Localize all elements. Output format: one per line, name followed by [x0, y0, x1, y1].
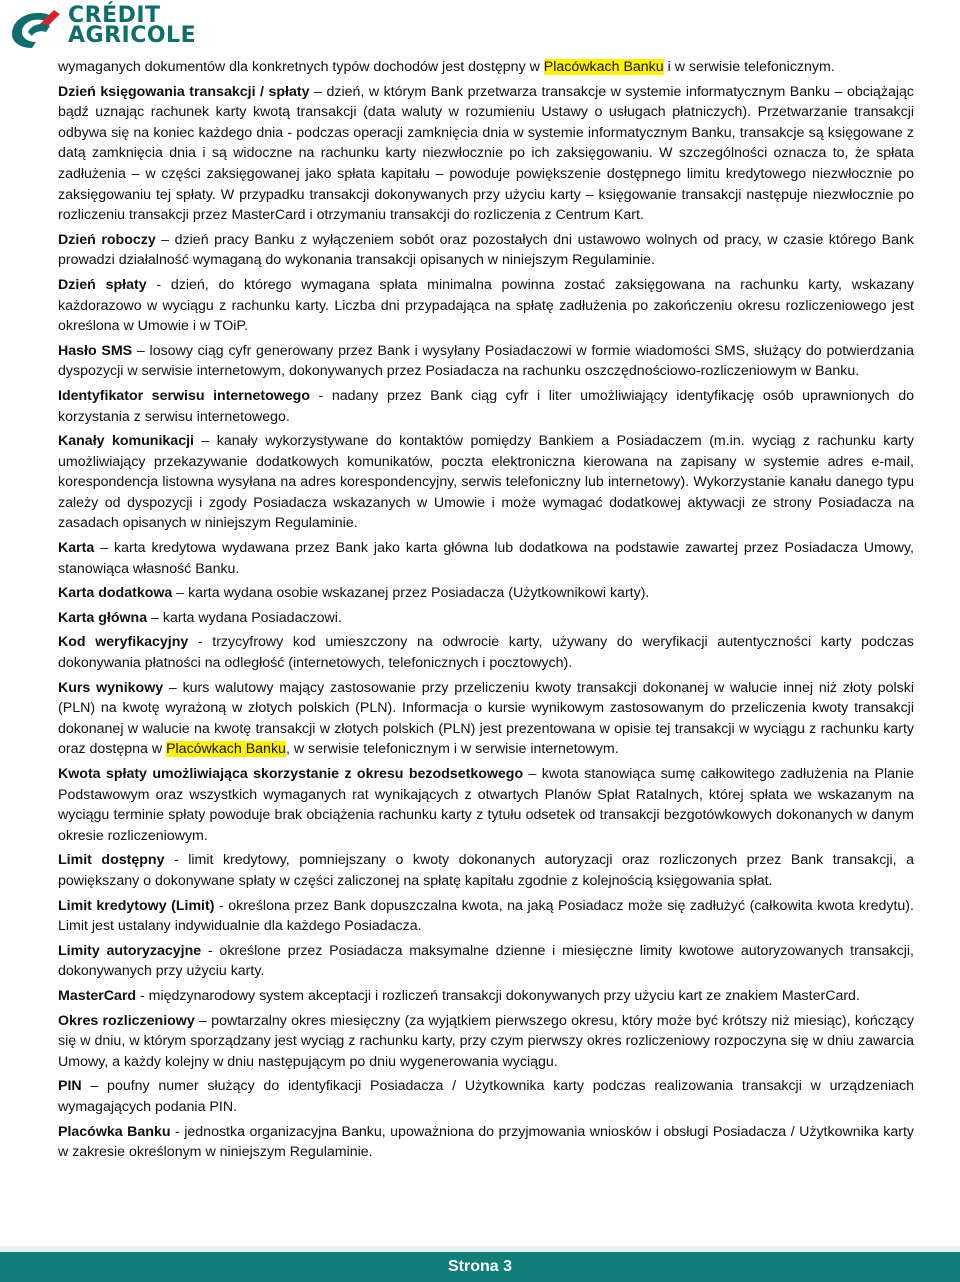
- definition-text: - międzynarodowy system akceptacji i rozliczeń transakcji dokonywanych przy użyciu kart ze znakiem MasterCard.: [136, 987, 860, 1004]
- definition-term: PIN: [58, 1078, 82, 1095]
- definition-paragraph: [58, 986, 914, 1007]
- definition-paragraph: [58, 896, 914, 937]
- definition-term: Dzień roboczy: [58, 231, 156, 248]
- definition-text: – kurs walutowy mający zastosowanie przy przeliczeniu kwoty transakcji dokonanej w walucie innej niż złoty polski (PLN) na kwotę wyrażoną w złotych polskich (PLN). Informacja o kursie wynikowym zastosowanym do przeliczenia kwoty transakcji dokonanej w walucie na kwotę transakcji w złotych polskich (PLN) jest prezentowana w opisie tej transakcji w wyciągu z rachunku karty oraz dostępna w: [58, 679, 914, 758]
- definition-term: Limity autoryzacyjne: [58, 942, 202, 959]
- definition-text: – karta wydana Posiadaczowi.: [147, 609, 342, 626]
- definition-term: Karta dodatkowa: [58, 585, 173, 602]
- definition-paragraph: [58, 431, 914, 534]
- definition-text: - jednostka organizacyjna Banku, upoważniona do przyjmowania wniosków i obsługi Posiadacza / Użytkownika karty w zakresie określonym w niniejszym Regulaminie.: [58, 1123, 914, 1161]
- brand-wordmark: [68, 3, 197, 48]
- brand-line-1: CRÉDIT: [68, 3, 161, 28]
- definition-paragraph: [58, 608, 914, 629]
- definition-text: – powtarzalny okres miesięczny (za wyjątkiem pierwszego okresu, który może być krótszy niż miesiąc), kończący się w dniu, w którym sporządzany jest wyciąg z rachunku karty, przy czym pierwszy okres rozliczeniowy rozpoczyna się w dniu zawarcia Umowy, a każdy kolejny w dniu następującym po dniu wygenerowania wyciągu.: [58, 1012, 914, 1070]
- credit-agricole-logo-icon: [8, 4, 64, 48]
- definition-paragraph: [58, 230, 914, 271]
- definition-term: Karta główna: [58, 609, 148, 626]
- definition-paragraph: [58, 538, 914, 579]
- definition-text: – poufny numer służący do identyfikacji Posiadacza / Użytkownika karty podczas realizowania transakcji w urządzeniach wymagających podania PIN.: [58, 1078, 914, 1115]
- definition-term: Hasło SMS: [58, 342, 133, 359]
- definition-paragraph: [58, 82, 914, 226]
- highlighted-text: Placówkach Banku: [166, 741, 286, 758]
- definition-paragraph: [58, 341, 914, 382]
- definition-paragraph: [58, 678, 914, 760]
- definition-paragraph: [58, 632, 914, 673]
- definition-text: i w serwisie telefonicznym.: [663, 59, 835, 75]
- definition-paragraph: [58, 1076, 914, 1117]
- definition-paragraph: [58, 850, 914, 891]
- definition-text: wymaganych dokumentów dla konkretnych typów dochodów jest dostępny w: [58, 59, 544, 75]
- definition-paragraph: [58, 1122, 914, 1163]
- definition-text: - określona przez Bank dopuszczalna kwota, na jaką Posiadacz może się zadłużyć (całkowita kwota kredytu). Limit jest ustalany indywidualnie dla każdego Posiadacza.: [58, 897, 914, 935]
- definition-paragraph: [58, 583, 914, 604]
- definition-text: – dzień pracy Banku z wyłączeniem sobót oraz pozostałych dni ustawowo wolnych od pracy, w czasie którego Bank prowadzi działalność wymaganą do wykonania transakcji opisanych w niniejszym Regulaminie.: [58, 231, 914, 269]
- definition-paragraph: [58, 57, 914, 78]
- page-number: Strona 3: [447, 1258, 512, 1275]
- definition-term: Placówka Banku: [58, 1123, 171, 1140]
- definition-text: - określone przez Posiadacza maksymalne dzienne i miesięczne limity kwotowe autoryzowanych transakcji, dokonywanych przy użyciu karty.: [58, 942, 914, 980]
- definition-term: Identyfikator serwisu internetowego: [58, 387, 311, 404]
- brand-line-2: AGRICOLE: [68, 23, 197, 48]
- definition-term: Dzień księgowania transakcji / spłaty: [58, 83, 310, 100]
- definition-text: - nadany przez Bank ciąg cyfr i liter umożliwiający identyfikację osób uprawnionych do korzystania z serwisu internetowego.: [58, 387, 914, 425]
- definition-text: - trzycyfrowy kod umieszczony na odwrocie karty, używany do weryfikacji autentyczności karty podczas dokonywania płatności na odległość (internetowych, telefonicznych i pocztowych).: [58, 634, 914, 672]
- definition-term: Limit kredytowy (Limit): [58, 897, 215, 914]
- definition-text: – dzień, w którym Bank przetwarza transakcje w systemie informatycznym Banku – obciążając bądź uznając rachunek karty kwotą transakcji (data waluty w rozumieniu Ustawy o usługach płatniczych). Przetwarzanie transakcji odbywa się na koniec każdego dnia - podczas operacji zamknięcia dnia w systemie informatycznym Banku, transakcje są księgowane z datą zamknięcia dnia i są widoczne na rachunku karty niezwłocznie po ich zaksięgowaniu. W szczególności oznacza to, że spłata zadłużenia – w części zaksięgowanej jako spłata kapitału – powoduje powiększenie dostępnego limitu kredytowego niezwłocznie po zaksięgowaniu tej spłaty. W przypadku transakcji dokonywanych przy użyciu karty – księgowanie transakcji następuje niezwłocznie po rozliczeniu transakcji przez MasterCard i otrzymaniu transakcji do rozliczenia z Centrum Kart.: [58, 83, 914, 224]
- definition-text: - limit kredytowy, pomniejszany o kwoty dokonanych autoryzacji oraz rozliczonych przez Bank transakcji, a powiększany o dokonywane spłaty w części zaliczonej na spłatę kapitału zgodnie z kolejnością księgowania spłat.: [58, 852, 914, 889]
- definition-text: , w serwisie telefonicznym i w serwisie internetowym.: [285, 741, 619, 758]
- brand-logo: [8, 4, 196, 48]
- page-footer: [0, 1252, 960, 1282]
- definition-text: – losowy ciąg cyfr generowany przez Bank i wysyłany Posiadaczowi w formie wiadomości SMS, służący do potwierdzania dyspozycji w serwisie internetowym, dokonywanych przez Posiadacza na rachunku oszczędnościowo-rozliczeniowym w Banku.: [58, 342, 914, 380]
- definition-paragraph: [58, 386, 914, 427]
- definition-paragraph: [58, 941, 914, 982]
- definition-term: Kanały komunikacji: [58, 433, 194, 450]
- definition-term: Limit dostępny: [58, 852, 165, 869]
- definition-term: Kod weryfikacyjny: [58, 634, 189, 651]
- definition-paragraph: [58, 764, 914, 846]
- definition-term: Kwota spłaty umożliwiająca skorzystanie z okresu bezodsetkowego: [58, 766, 524, 782]
- highlighted-text: Placówkach Banku: [543, 59, 664, 75]
- definition-text: – kwota stanowiąca sumę całkowitego zadłużenia na Planie Podstawowym oraz wszystkich wymaganych rat wynikających z otwartych Planów Spłat Ratalnych, której spłata we wskazanym na wyciągu terminie spłaty powoduje brak obciążenia rachunku karty z tytułu odsetek od transakcji bezgotówkowych dokonanych w danym okresie rozliczeniowym.: [58, 766, 914, 844]
- definition-term: Dzień spłaty: [58, 276, 147, 293]
- definition-text: – kanały wykorzystywane do kontaktów pomiędzy Bankiem a Posiadaczem (m.in. wyciąg z rachunku karty umożliwiający przekazywanie dodatkowych komunikatów, poczta elektroniczna kierowana na zapisany w systemie adres e-mail, korespondencja listowna wysyłana na adres korespondencyjny, serwis telefoniczny lub internetowy). Wykorzystanie kanału danego typu zależy od dyspozycji i zgody Posiadacza wskazanych w Umowie i może wymagać dodatkowej aktywacji ze strony Posiadacza na zasadach opisanych w niniejszym Regulaminie.: [58, 433, 914, 532]
- definition-text: – karta wydana osobie wskazanej przez Posiadacza (Użytkownikowi karty).: [172, 585, 650, 602]
- definition-paragraph: [58, 275, 914, 337]
- definition-text: – karta kredytowa wydawana przez Bank jako karta główna lub dodatkowa na podstawie zawartej przez Posiadacza Umowy, stanowiąca własność Banku.: [58, 540, 914, 577]
- document-body: [58, 57, 914, 1167]
- definition-paragraph: [58, 1011, 914, 1073]
- definition-text: - dzień, do którego wymagana spłata minimalna powinna zostać zaksięgowana na rachunku karty, wskazany każdorazowo w wyciągu z rachunku karty. Liczba dni przypadająca na spłatę zadłużenia po zakończeniu okresu rozliczeniowego jest określona w Umowie i w TOiP.: [58, 276, 914, 335]
- definition-term: MasterCard: [58, 987, 137, 1004]
- definition-term: Karta: [58, 540, 95, 557]
- definition-term: Okres rozliczeniowy: [58, 1012, 195, 1029]
- definition-term: Kurs wynikowy: [58, 679, 164, 696]
